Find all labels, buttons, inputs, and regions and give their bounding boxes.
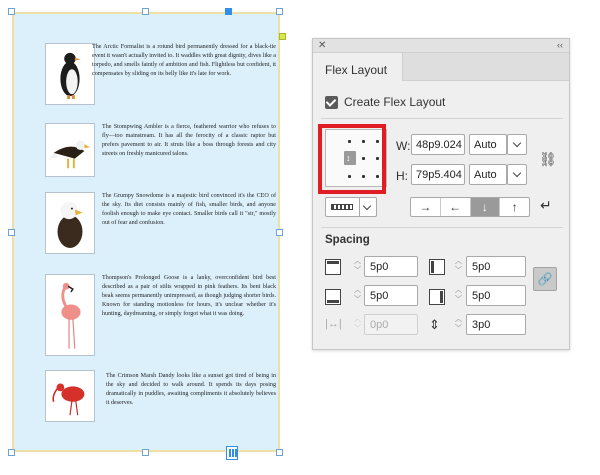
resize-handle-top-middle[interactable] [225, 8, 232, 15]
divider [359, 198, 360, 216]
row-gap-field[interactable]: 3p0 [466, 314, 526, 335]
bald-eagle-image [45, 192, 95, 254]
height-field[interactable]: 79p5.404 [411, 164, 465, 185]
bird-description: The Stompwing Ambler is a fierce, feathered warrior who refuses to fly—too mainstream. It has all the ferocity of a classic raptor but prefers pavement to air. It struts like a boss through forests and city streets on freshly manicured talons. [102, 124, 276, 157]
padding-bottom-field[interactable]: 5p0 [364, 285, 418, 306]
tab-flex-layout[interactable]: Flex Layout [313, 53, 403, 81]
resize-handle-bottom-left[interactable] [8, 449, 15, 456]
flamingo-image [45, 274, 95, 356]
spacing-title: Spacing [325, 234, 370, 246]
bird-description: The Arctic Formalist is a rotund bird permanently dressed for a black-tie event it wasn't actually invited to. It waddles with great dignity, dives like a torpedo, and smells faintly of ambition and fish. Flightless but confident, it compensates by sliding on its belly like it's late for work. [92, 44, 276, 77]
width-mode-dropdown[interactable] [507, 134, 527, 155]
return-arrow-icon[interactable]: ↵ [540, 197, 552, 213]
direction-right-button[interactable]: → [411, 198, 441, 216]
flex-layout-panel [312, 38, 570, 350]
height-mode-dropdown[interactable] [507, 164, 527, 185]
resize-handle-top-left[interactable] [8, 8, 15, 15]
height-mode-select[interactable]: Auto [469, 164, 507, 185]
unlink-icon[interactable]: ⛓ [539, 151, 557, 167]
bird-description: The Crimson Marsh Dandy looks like a sunset got tired of being in the sky and decided to walk around. It spends its days posing dramatically in puddles, awaiting compliments it absolutely believes it deserves. [106, 373, 276, 406]
padding-left-field[interactable]: 5p0 [466, 256, 526, 277]
chain-link-icon[interactable]: 🔗 [533, 267, 557, 291]
divider [321, 118, 563, 119]
direction-button-group [410, 197, 530, 217]
resize-handle-bottom-right[interactable] [276, 449, 283, 456]
resize-handle-top-center[interactable] [142, 8, 149, 15]
close-icon[interactable]: ✕ [318, 40, 327, 51]
double-chevron-icon[interactable]: ‹‹ [557, 40, 563, 50]
padding-bottom-icon [325, 289, 341, 305]
panel-title-bar[interactable] [313, 39, 569, 53]
padding-left-icon [429, 259, 445, 275]
padding-right-field[interactable]: 5p0 [466, 285, 526, 306]
penguin-image [45, 43, 95, 105]
resize-handle-middle-left[interactable] [8, 229, 15, 236]
padding-right-stepper[interactable]: ︿ ﹀ [455, 287, 462, 303]
padding-top-field[interactable]: 5p0 [364, 256, 418, 277]
divider [321, 227, 563, 228]
create-flex-layout-label: Create Flex Layout [344, 95, 446, 109]
highlight-box [318, 124, 386, 194]
row-gap-icon: ⇕ [429, 317, 440, 332]
wrap-select[interactable] [325, 197, 377, 217]
tab-strip [403, 53, 569, 81]
padding-bottom-stepper[interactable]: ︿ ﹀ [354, 287, 361, 303]
resize-handle-top-right[interactable] [276, 8, 283, 15]
row-gap-stepper[interactable]: ︿ ﹀ [455, 316, 462, 332]
column-gap-field: 0p0 [364, 314, 418, 335]
bird-description: Thompson's Prolonged Goose is a lanky, overconfident bird best described as a pair of stilts wrapped in pink feathers. Its bent black beak seems permanently unimpressed, as though judging shorter birds. Known for standing motionless for hours, it's unclear whether it's hunting, daydreaming, or simply forgot what it was doing. [102, 275, 276, 317]
column-gap-stepper: ︿ ﹀ [354, 316, 361, 332]
height-label: H: [396, 169, 408, 183]
padding-top-stepper[interactable]: ︿ ﹀ [354, 258, 361, 274]
padding-top-icon [325, 259, 341, 275]
ibis-image [45, 370, 95, 422]
create-flex-layout-checkbox[interactable] [325, 96, 338, 109]
width-field[interactable]: 48p9.024 [411, 134, 465, 155]
padding-right-icon [429, 289, 445, 305]
column-gap-icon: |↔| [325, 318, 342, 330]
padding-left-stepper[interactable]: ︿ ﹀ [455, 258, 462, 274]
flex-layout-icon[interactable] [226, 446, 238, 460]
direction-up-button[interactable]: ↑ [511, 200, 518, 214]
sea-eagle-image [45, 123, 95, 177]
resize-handle-bottom-center[interactable] [142, 449, 149, 456]
wrap-icon [331, 204, 353, 210]
width-mode-select[interactable]: Auto [469, 134, 507, 155]
flex-layout-frame[interactable] [12, 12, 280, 452]
frame-link-handle[interactable] [279, 33, 286, 40]
bird-description: The Grumpy Snowdome is a majestic bird convinced it's the CEO of the sky. Its diet consists mainly of fish, smaller birds, and anyone foolish enough to make eye contact. Smaller birds call it "sir," mostly out of fear and confusion. [102, 193, 276, 226]
width-label: W: [396, 139, 411, 153]
direction-down-button[interactable]: ↓ [471, 198, 501, 216]
resize-handle-middle-right[interactable] [276, 229, 283, 236]
direction-left-button[interactable]: ← [441, 198, 471, 216]
